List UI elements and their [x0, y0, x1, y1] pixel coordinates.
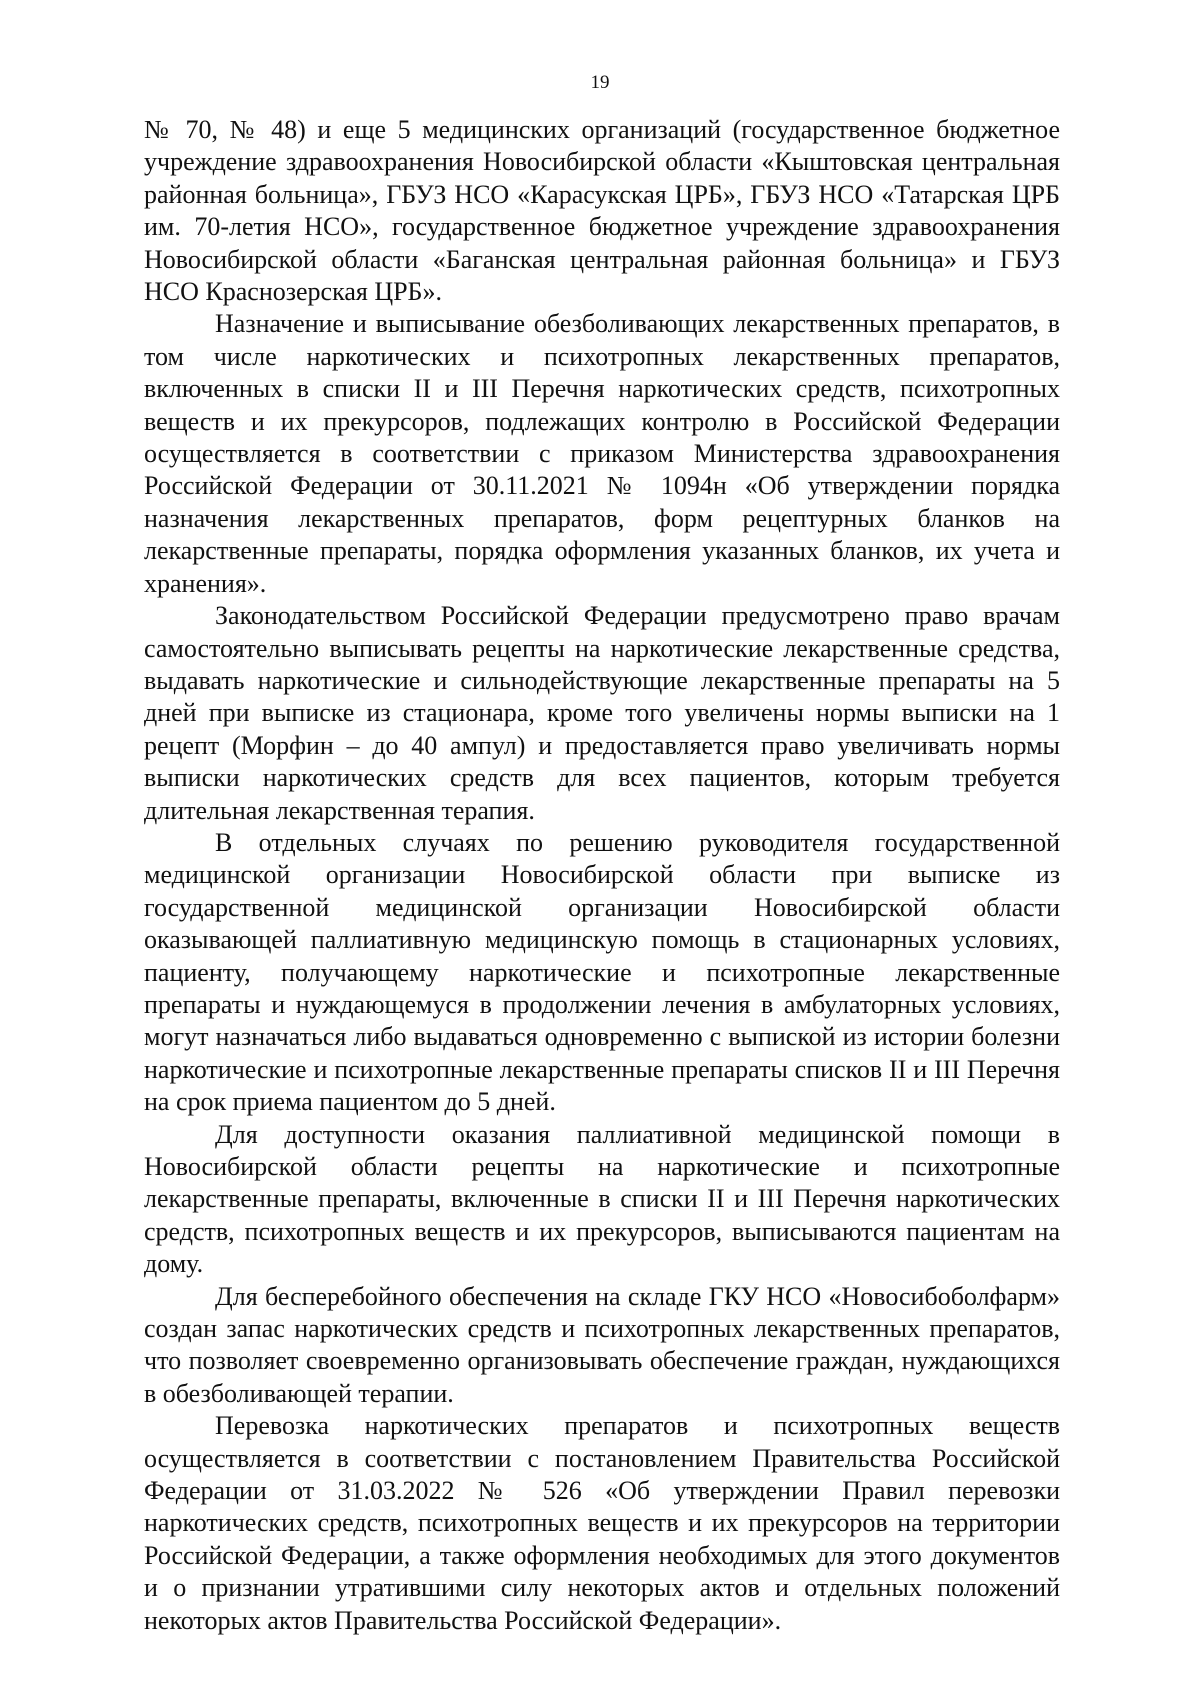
- paragraph-continuation: № 70, № 48) и еще 5 медицинских организаций (государственное бюджетное учреждение здравоохранения Новосибирской области «Кыштовская центральная районная больница», ГБУЗ НСО «Карасукская ЦРБ», ГБУЗ НСО «Татарская ЦРБ им. 70-летия НСО», государственное бюджетное учреждение здравоохранения Новосибирской области «Баганская центральная районная больница» и ГБУЗ НСО Краснозерская ЦРБ».: [144, 115, 1060, 307]
- paragraph-warehouse-stock: Для бесперебойного обеспечения на складе ГКУ НСО «Новосибоболфарм» создан запас наркотических средств и психотропных лекарственных препаратов, что позволяет своевременно организовывать обеспечение граждан, нуждающихся в обезболивающей терапии.: [144, 1281, 1060, 1408]
- paragraph-home-prescriptions: Для доступности оказания паллиативной медицинской помощи в Новосибирской области рецепты на наркотические и психотропные лекарственные препараты, включенные в списки II и III Перечня наркотических средств, психотропных веществ и их прекурсоров, выписываются пациентам на дому.: [144, 1119, 1060, 1279]
- paragraph-legislation-rights: Законодательством Российской Федерации предусмотрено право врачам самостоятельно выписывать рецепты на наркотические лекарственные средства, выдавать наркотические и сильнодействующие лекарственные препараты на 5 дней при выписке из стационара, кроме того увеличены нормы выписки на 1 рецепт (Морфин – до 40 ампул) и предоставляется право увеличивать нормы выписки наркотических средств для всех пациентов, которым требуется длительная лекарственная терапия.: [144, 601, 1060, 825]
- paragraph-discharge-dispensing: В отдельных случаях по решению руководителя государственной медицинской организации Новосибирской области при выписке из государственной медицинской организации Новосибирской области оказывающей паллиативную медицинскую помощь в стационарных условиях, пациенту, получающему наркотические и психотропные лекарственные препараты и нуждающемуся в продолжении лечения в амбулаторных условиях, могут назначаться либо выдаваться одновременно с выпиской из истории болезни наркотические и психотропные лекарственные препараты списков II и III Перечня на срок приема пациентом до 5 дней.: [144, 827, 1060, 1117]
- page-number: 19: [590, 72, 610, 93]
- paragraph-prescribing-order: Назначение и выписывание обезболивающих лекарственных препаратов, в том числе наркотических и психотропных лекарственных препаратов, включенных в списки II и III Перечня наркотических средств, психотропных веществ и их прекурсоров, подлежащих контролю в Российской Федерации осуществляется в соответствии с приказом Министерства здравоохранения Российской Федерации от 30.11.2021 № 1094н «Об утверждении порядка назначения лекарственных препаратов, форм рецептурных бланков на лекарственные препараты, порядка оформления указанных бланков, их учета и хранения».: [144, 309, 1060, 598]
- document-body: [144, 114, 1060, 1637]
- paragraph-transportation: Перевозка наркотических препаратов и психотропных веществ осуществляется в соответствии с постановлением Правительства Российской Федерации от 31.03.2022 № 526 «Об утверждении Правил перевозки наркотических средств, психотропных веществ и их прекурсоров на территории Российской Федерации, а также оформления необходимых для этого документов и о признании утратившими силу некоторых актов и отдельных положений некоторых актов Правительства Российской Федерации».: [144, 1411, 1060, 1635]
